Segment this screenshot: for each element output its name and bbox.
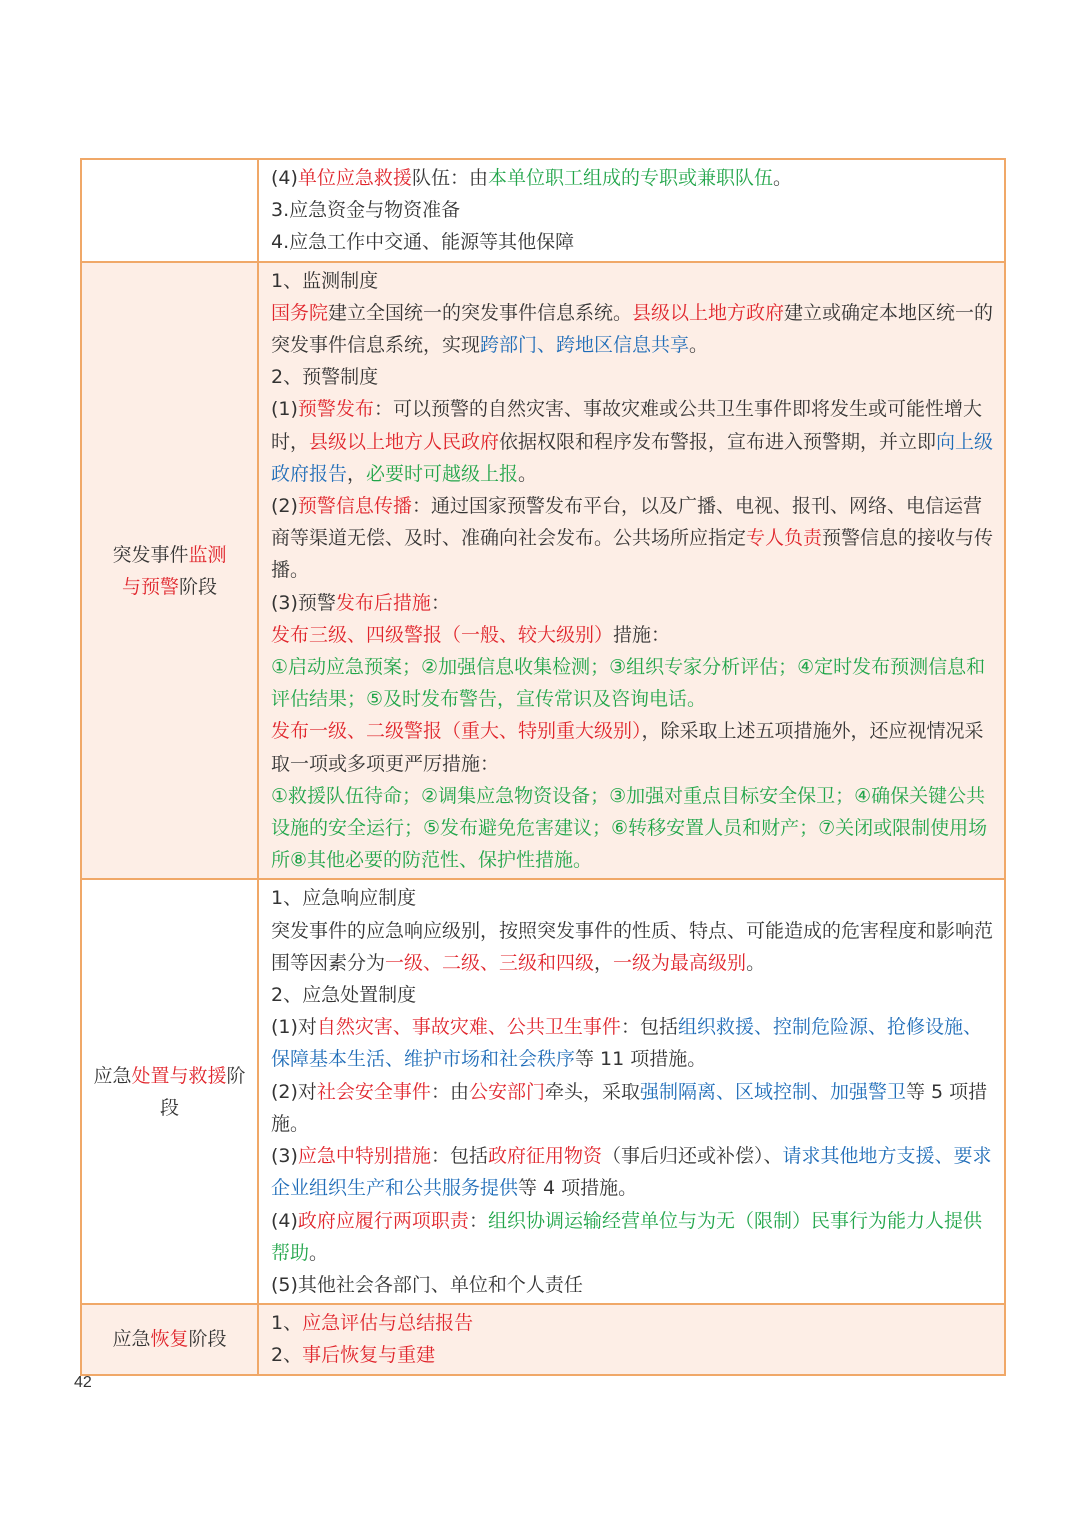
text-segment: ： <box>468 1209 488 1232</box>
content-line <box>271 361 994 393</box>
text-segment: 等 11 项措施。 <box>575 1048 707 1071</box>
text-segment: (4) <box>271 167 298 189</box>
label-segment: 恢复 <box>150 1328 189 1351</box>
text-segment: （事后归还或补偿）、 <box>601 1145 783 1168</box>
text-segment: 发布一级、二级警报（重大、特别重大级别） <box>271 720 642 743</box>
text-segment: 2、应急处置制度 <box>271 984 417 1007</box>
text-segment: 强制隔离、区域控制、加强警卫 <box>639 1080 906 1103</box>
text-segment: 一级、二级、三级和四级 <box>385 951 595 974</box>
content-line <box>271 1205 994 1269</box>
table-row <box>81 879 1005 1304</box>
text-segment: 。 <box>772 167 792 189</box>
stage-label <box>81 879 258 1304</box>
text-segment: ： <box>430 591 450 614</box>
text-segment: 组织协调运输经营单位与为无（限制）民事行为能力人提供帮助 <box>271 1209 982 1264</box>
text-segment: 队伍：由 <box>411 167 488 189</box>
text-segment: 2、预警制度 <box>271 366 379 389</box>
text-segment: 。 <box>689 334 709 357</box>
table-row <box>81 159 1005 262</box>
text-segment: 建立全国统一的突发事件信息系统。 <box>328 301 633 324</box>
stage-content <box>258 1304 1005 1374</box>
text-segment: 跨部门、跨地区信息共享 <box>480 334 690 357</box>
text-segment: 一级为最高级别 <box>613 951 747 974</box>
text-segment: 。 <box>746 951 766 974</box>
text-segment: 本单位职工组成的专职或兼职队伍 <box>487 167 773 189</box>
stage-label <box>81 262 258 880</box>
content-line <box>271 1011 994 1075</box>
label-segment: 阶段 <box>188 1328 227 1351</box>
content-table <box>80 158 1006 1376</box>
content-line <box>271 1307 994 1339</box>
stage-content <box>258 879 1005 1304</box>
text-segment: ①启动应急预案；②加强信息收集检测；③组织专家分析评估；④定时发布预测信息和评估结果；⑤及时发布警告，宣传常识及咨询电话。 <box>271 656 986 711</box>
text-segment: 向上级政府报告 <box>271 430 994 485</box>
text-segment: 必要时可越级上报 <box>366 462 519 485</box>
content-line <box>271 1140 994 1204</box>
text-segment: ①救援队伍待命；②调集应急物资设备；③加强对重点目标安全保卫；④确保关键公共设施的安全运行；⑤发布避免危害建议；⑥转移安置人员和财产；⑦关闭或限制使用场所⑧其他必要的防范性、保护性措施。 <box>271 784 988 872</box>
text-segment: (3) <box>271 1145 298 1168</box>
content-line <box>271 1076 994 1140</box>
content-line <box>271 619 994 651</box>
text-segment: 公安部门 <box>468 1080 545 1103</box>
text-segment: (2)对 <box>271 1080 317 1103</box>
text-segment: (1)对 <box>271 1016 317 1039</box>
text-segment: ：可以预警的自然灾害、事故灾难或公共卫生事件即将发生或可能性增大时， <box>271 398 982 453</box>
text-segment: 国务院 <box>271 301 329 324</box>
text-segment: (3)预警 <box>271 591 336 614</box>
stage-label <box>81 159 258 262</box>
page-number: 42 <box>74 1374 92 1391</box>
text-segment: 措施： <box>613 623 671 646</box>
text-segment: 2、 <box>271 1344 303 1367</box>
text-segment: 政府征用物资 <box>487 1145 602 1168</box>
text-segment: (4) <box>271 1209 298 1232</box>
text-segment: 1、监测制度 <box>271 269 379 292</box>
text-segment: (2) <box>271 495 298 518</box>
text-segment: 预警信息传播 <box>297 495 412 518</box>
text-segment: 。 <box>518 462 538 485</box>
text-segment: 自然灾害、事故灾难、公共卫生事件 <box>316 1016 621 1039</box>
text-segment: 请求其他地方支援、要求企业组织生产和公共服务提供 <box>271 1145 992 1200</box>
text-segment: 建立或确定本地区统一的突发事件信息系统，实现 <box>271 301 994 357</box>
content-line <box>271 393 994 490</box>
text-segment: 等 5 项措施。 <box>271 1080 988 1135</box>
content-line <box>271 297 994 361</box>
text-segment: 预警发布 <box>297 398 374 421</box>
content-line <box>271 490 994 587</box>
label-segment: 阶段 <box>159 1064 246 1119</box>
text-segment: 县级以上地方政府 <box>632 301 785 324</box>
label-segment: 应急 <box>112 1328 151 1351</box>
content-line <box>271 780 994 877</box>
text-segment: 社会安全事件 <box>316 1080 431 1103</box>
content-line <box>271 915 994 979</box>
text-segment: 4.应急工作中交通、能源等其他保障 <box>271 231 575 254</box>
content-line <box>271 979 994 1011</box>
text-segment: 组织救援、控制危险源、抢修设施、保障基本生活、维护市场和社会秩序 <box>271 1016 982 1071</box>
label-segment: 监测 <box>188 543 227 566</box>
text-segment: 应急评估与总结报告 <box>302 1312 474 1335</box>
text-segment: 依据权限和程序发布警报，宣布进入预警期，并立即 <box>499 430 937 453</box>
text-segment: 事后恢复与重建 <box>302 1344 436 1367</box>
stage-label <box>81 1304 258 1374</box>
content-line <box>271 194 994 226</box>
content-line <box>271 715 994 779</box>
text-segment: ，除采取上述五项措施外，还应视情况采取一项或多项更严厉措施： <box>271 720 984 775</box>
text-segment: 预警信息的接收与传播。 <box>271 527 994 582</box>
text-segment: ：通过国家预警发布平台，以及广播、电视、报刊、网络、电信运营商等渠道无偿、及时、准确向社会发布。公共场所应指定 <box>271 495 982 550</box>
text-segment: 单位应急救援 <box>297 167 412 189</box>
text-segment: ：由 <box>430 1080 469 1103</box>
stage-content <box>258 159 1005 262</box>
content-line <box>271 1339 994 1371</box>
text-segment: 应急中特别措施 <box>297 1145 431 1168</box>
label-segment: 突发事件 <box>112 543 189 566</box>
text-segment: 发布后措施 <box>335 591 431 614</box>
text-segment: ：包括 <box>430 1145 488 1168</box>
text-segment: (5)其他社会各部门、单位和个人责任 <box>271 1273 583 1296</box>
text-segment: 县级以上地方人民政府 <box>309 430 500 453</box>
content-line <box>271 162 994 194</box>
text-segment: 等 4 项措施。 <box>518 1177 638 1200</box>
text-segment: 牵头，采取 <box>544 1080 640 1103</box>
text-segment: 专人负责 <box>746 527 823 550</box>
text-segment: 发布三级、四级警报（一般、较大级别） <box>271 623 614 646</box>
table-row <box>81 262 1005 880</box>
text-segment: 3.应急资金与物资准备 <box>271 199 461 222</box>
table-row <box>81 1304 1005 1374</box>
text-segment: 1、应急响应制度 <box>271 887 417 910</box>
content-line <box>271 651 994 715</box>
text-segment: ， <box>347 462 367 485</box>
content-line <box>271 226 994 258</box>
text-segment: 政府应履行两项职责 <box>297 1209 469 1232</box>
label-segment: 应急 <box>93 1064 132 1087</box>
label-segment: 处置与救援 <box>131 1064 227 1087</box>
text-segment: 突发事件的应急响应级别，按照突发事件的性质、特点、可能造成的危害程度和影响范围等因素分为 <box>271 919 994 974</box>
content-line <box>271 265 994 297</box>
text-segment: (1) <box>271 398 298 421</box>
content-line <box>271 587 994 619</box>
content-line <box>271 882 994 914</box>
stage-content <box>258 262 1005 880</box>
text-segment: 。 <box>309 1241 329 1264</box>
text-segment: 1、 <box>271 1312 303 1335</box>
label-segment: 阶段 <box>179 575 218 598</box>
label-segment: 与预警 <box>121 575 179 598</box>
text-segment: ：包括 <box>620 1016 678 1039</box>
text-segment: ， <box>594 951 614 974</box>
content-line <box>271 1269 994 1301</box>
